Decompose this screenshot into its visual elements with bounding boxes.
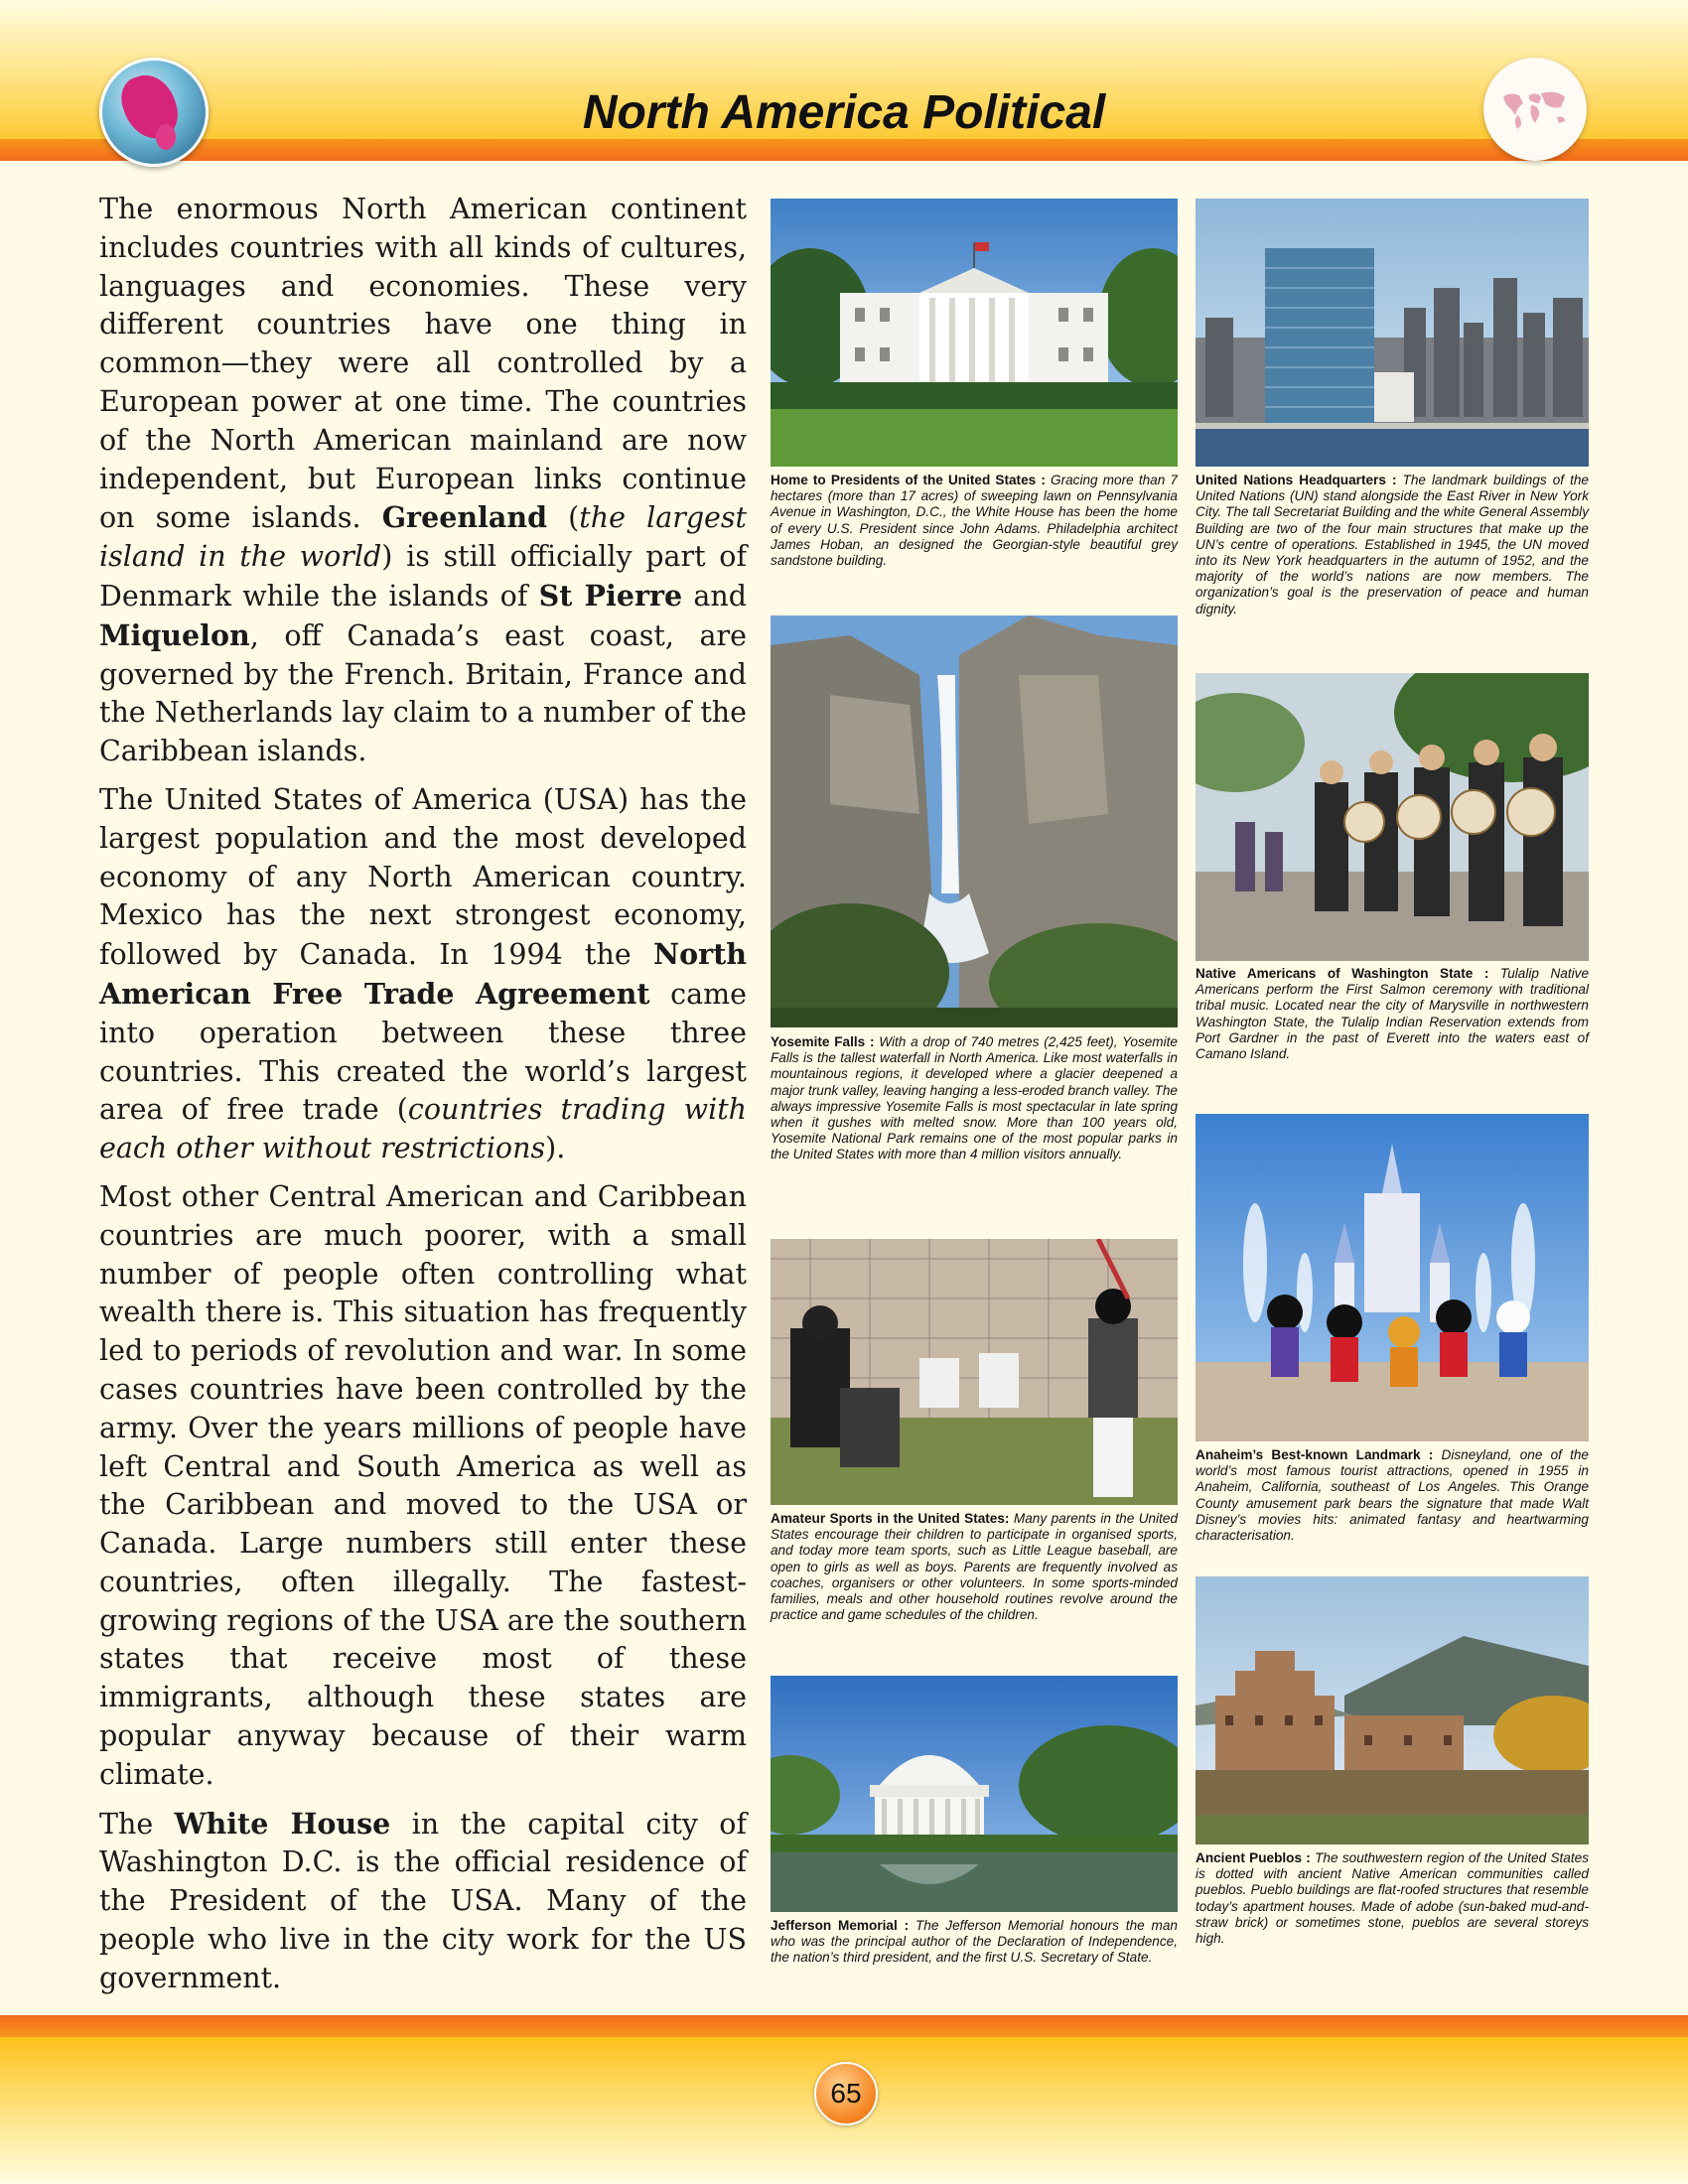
term-white-house: White House [174, 1806, 391, 1841]
native-americans-caption: Native Americans of Washington State : Tulalip Native Americans perform the First Salmon ceremony with traditional tribal music. Located near the city of Marysville in northwestern Washington State, the Tulalip Indian Reservation extends from Port Gardner in the past of Everett into the waters east of Camano Island. [1196, 966, 1590, 1062]
yosemite-falls-caption: Yosemite Falls : With a drop of 740 metres (2,425 feet), Yosemite Falls is the tallest waterfall in North America. Like most waterfalls in mountainous regions, it developed where a glacier deepened a major trunk valley, leaving hanging a less-eroded branch valley. The always impressive Yosemite Falls is most spectacular in late spring when it gushes with melted snow. More than 100 years old, Yosemite National Park remains one of the most popular parks in the United States with more than 4 million visitors annually. [771, 1034, 1178, 1162]
term-nafta: North American Free Trade Agreement [99, 937, 747, 1011]
amateur-sports-caption: Amateur Sports in the United States: Many parents in the United States encourage their children to participate in organised sports, and today more team sports, such as Little League baseball, are open to girls as well as boys. Parents are frequently involved as coaches, organisers or other volunteers. In some sports-minded families, meals and other household routines revolve around the practice and game schedules of the children. [771, 1511, 1178, 1623]
white-house-caption: Home to Presidents of the United States : Gracing more than 7 hectares (more than 17 acres) of sweeping lawn on Pennsylvania Avenue in Washington, D.C., the White House has been the home of every U.S. President since John Adams. Philadelphia architect James Hoban, an designed the Georgian-style beautiful grey sandstone building. [771, 473, 1178, 569]
jefferson-memorial-caption: Jefferson Memorial : The Jefferson Memorial honours the man who was the principal author of the Declaration of Independence, the nation’s third president, and the first U.S. Secretary of State. [771, 1918, 1178, 1966]
term-greenland: Greenland [381, 500, 548, 535]
ancient-pueblos-caption: Ancient Pueblos : The southwestern region of the United States is dotted with ancient Native American communities called pueblos. Pueblo buildings are flat-roofed structures that resemble today’s apartment houses. Made of adobe (sun-baked mud-and-straw brick) or sometimes stone, pueblos are several storeys high. [1196, 1850, 1589, 1947]
paragraph-4: The White House in the capital city of Washington D.C. is the official residence of the President of the USA. Many of the people who live in the city work for the US government. [99, 1806, 748, 1994]
disneyland-photo [1196, 1114, 1589, 1441]
page-number: 65 [814, 2062, 878, 2125]
footer-stripe [0, 2015, 1688, 2037]
paragraph-1: The enormous North American continent includes countries with all kinds of cultures, languages and economies. These very different countries have one thing in common—they were all controlled by a European power at one time. The countries of the North American mainland are now independent, but European links continue on some islands. Greenland (the largest island in the world) is still officially part of Denmark while the islands of St Pierre and Miquelon, off Canada’s east coast, are governed by the French. Britain, France and the Netherlands lay claim to a number of the Caribbean islands. [99, 193, 748, 768]
term-st-pierre: St Pierre [538, 578, 683, 613]
native-americans-photo [1196, 673, 1589, 961]
disneyland-caption: Anaheim’s Best-known Landmark : Disneyland, one of the world’s most famous tourist attractions, opened in 1955 in Anaheim, California, southeast of Los Angeles. This Orange County amusement park bears the signature that made Walt Disney’s movies hits: animated fantasy and heartwarming characterisation. [1196, 1447, 1589, 1544]
un-headquarters-caption: United Nations Headquarters : The landmark buildings of the United Nations (UN) stand alongside the East River in New York City. The tall Secretariat Building and the white General Assembly Building are two of the four main structures that make up the UN’s centre of operations. Established in 1945, the UN moved into its New York headquarters in the autumn of 1952, and the majority of the world’s nations are now members. The organization’s goal is the preservation of peace and human dignity. [1196, 473, 1589, 616]
paragraph-3: Most other Central American and Caribbean countries are much poorer, with a small number of people often controlling what wealth there is. This situation has frequently led to periods of revolution and war. In some cases countries have been controlled by the army. Over the years millions of people have left Central and South America as well as the Caribbean and moved to the USA or Canada. Large numbers still enter these countries, often illegally. The fastest-growing regions of the USA are the southern states that receive most of these immigrants, although these states are popular anyway because of their warm climate. [99, 1179, 747, 1791]
main-text-column [99, 191, 747, 2008]
paragraph-2: The United States of America (USA) has the largest population and the most developed economy of any North American country. Mexico has the next strongest economy, followed by Canada. In 1994 the North American Free Trade Agreement came into operation between these three countries. This created the world’s largest area of free trade (countries trading with each other without restrictions). [99, 782, 747, 1165]
white-house-photo [771, 199, 1178, 467]
header-stripe [0, 139, 1688, 161]
amateur-sports-photo [771, 1239, 1178, 1505]
jefferson-memorial-photo [771, 1676, 1178, 1912]
world-map-icon [1483, 58, 1587, 161]
term-miquelon: Miquelon [99, 617, 250, 652]
un-headquarters-photo [1196, 199, 1589, 467]
page-title: North America Political [582, 86, 1106, 139]
ancient-pueblos-photo [1196, 1576, 1589, 1844]
yosemite-falls-photo [771, 615, 1178, 1027]
